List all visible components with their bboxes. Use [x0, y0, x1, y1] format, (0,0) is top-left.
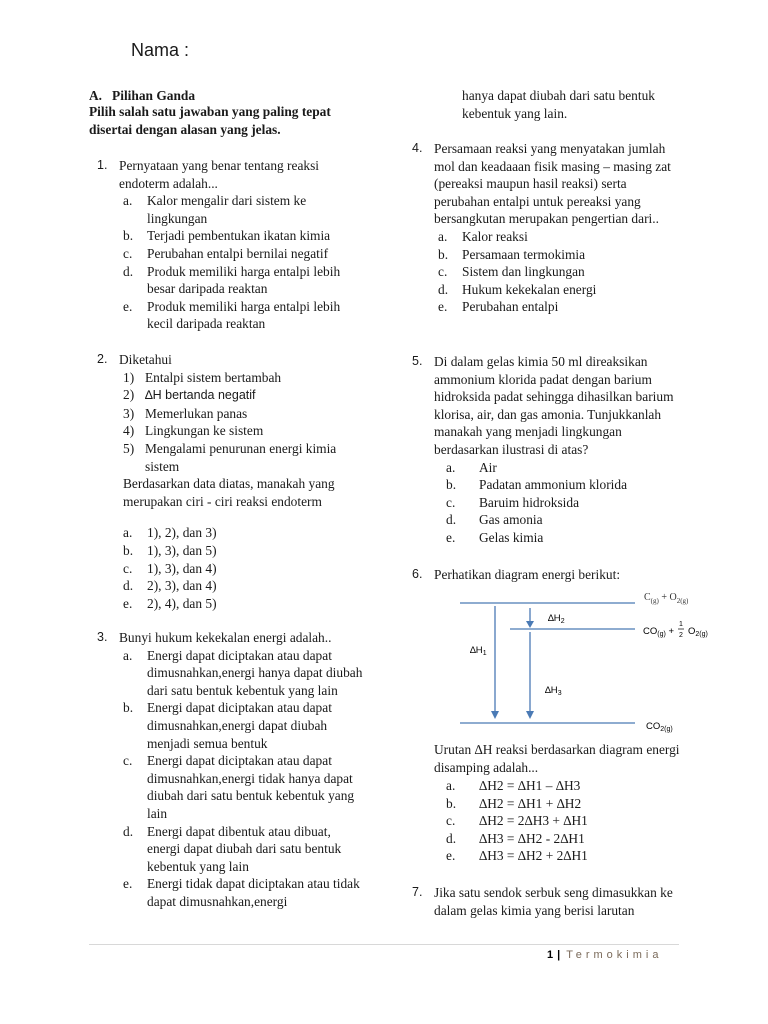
question-6-prompt: Urutan ∆H reaksi berdasarkan diagram energi disamping adalah... — [434, 742, 680, 775]
question-3-continuation: hanya dapat diubah dari satu bentuk kebentuk yang lain. — [462, 88, 655, 121]
section-title: A. Pilihan Ganda — [89, 88, 196, 103]
svg-text:O2(g): $O_2(g)$ — [688, 626, 708, 638]
statement-item: 4) Lingkungan ke sistem — [123, 423, 264, 439]
level-mid-label: $CO_{(g)}$ + — [643, 626, 674, 638]
option-b[interactable]: b. Padatan ammonium klorida — [446, 477, 628, 493]
question-stem: Diketahui — [119, 352, 172, 367]
footer-separator: | — [557, 949, 561, 961]
option-d[interactable]: d. Produk memiliki harga entalpi lebih besar daripada reaktan — [123, 263, 341, 297]
statement-item: 1) Entalpi sistem bertambah — [123, 369, 282, 385]
option-c[interactable]: c. ∆H2 = 2∆H3 + ∆H1 — [446, 813, 588, 829]
level-bottom-label: $CO_2(g)$ — [646, 721, 673, 733]
question-5 — [412, 353, 682, 547]
option-e[interactable]: e. 2), 4), dan 5) — [123, 595, 217, 611]
question-stem: Di dalam gelas kimia 50 ml direaksikan ammonium klorida padat dengan barium hidroksida padat sehingga dihasilkan barium klorisa, air, dan gas amonia. Tunjukkanlah manakah yang menjadi lingkungan berdasarkan ilustrasi di atas? — [434, 354, 674, 457]
option-e[interactable]: e. Perubahan entalpi — [438, 299, 559, 315]
statement-item: 5) Mengalami penurunan energi kimia sistem — [123, 440, 337, 474]
page-number: 1 — [547, 949, 554, 961]
dh3-label: $\Delta H_3$ — [545, 685, 562, 697]
option-d[interactable]: d. 2), 3), dan 4) — [123, 578, 217, 594]
option-a[interactable]: a. 1), 2), dan 3) — [123, 525, 217, 541]
dh1-arrowhead — [491, 711, 499, 719]
option-a[interactable]: a. Air — [446, 459, 497, 475]
question-4 — [412, 140, 682, 316]
footer-divider — [89, 944, 679, 945]
question-number: 5. — [412, 354, 423, 368]
option-d[interactable]: d. Gas amonia — [446, 512, 543, 528]
option-b[interactable]: b. Energi dapat diciptakan atau dapat dimusnahkan,energi dapat diubah menjadi semua bentuk — [123, 700, 332, 751]
name-label: Nama : — [131, 40, 190, 60]
half-numerator: 1 — [679, 621, 683, 628]
option-a[interactable]: a. ∆H2 = ∆H1 – ∆H3 — [446, 778, 581, 793]
dh2-label: $\Delta H_2$ — [548, 613, 565, 625]
dh1-label: $\Delta H_1$ — [470, 645, 487, 657]
question-number: 1. — [97, 158, 108, 172]
option-c[interactable]: c. Perubahan entalpi bernilai negatif — [123, 245, 329, 261]
half-denominator: 2 — [679, 632, 683, 639]
option-c[interactable]: c. Energi dapat diciptakan atau dapat dimusnahkan,energi tidak hanya dapat diubah dari satu bentuk kebentuk yang lain — [123, 753, 355, 821]
option-b[interactable]: b. 1), 3), dan 5) — [123, 542, 217, 558]
instruction-text: Pilih salah satu jawaban yang paling tepat disertai dengan alasan yang jelas. — [89, 104, 331, 137]
question-1 — [97, 157, 365, 333]
question-3 — [97, 629, 365, 911]
page-footer — [547, 949, 662, 961]
question-6 — [412, 566, 682, 584]
option-a[interactable]: a. Energi dapat diciptakan atau dapat dimusnahkan,energi hanya dapat diubah dari satu bentuk kebentuk yang lain — [123, 647, 363, 698]
option-b[interactable]: b. ∆H2 = ∆H1 + ∆H2 — [446, 795, 582, 811]
question-number: 2. — [97, 352, 108, 366]
question-stem: Bunyi hukum kekekalan energi adalah.. — [119, 630, 332, 645]
option-a[interactable]: a. Kalor mengalir dari sistem ke lingkungan — [123, 193, 307, 226]
question-7 — [412, 884, 682, 919]
option-e[interactable]: e. ∆H3 = ∆H2 + 2∆H1 — [446, 848, 588, 864]
statement-item: 2) ∆H bertanda negatif — [123, 387, 256, 403]
energy-diagram — [455, 585, 715, 735]
question-number: 4. — [412, 141, 423, 155]
level-top-label: $C_{(g)} + O_{2(g)}$ — [644, 592, 689, 605]
question-stem: Perhatikan diagram energi berikut: — [434, 567, 621, 582]
question-number: 7. — [412, 885, 423, 899]
question-number: 6. — [412, 567, 423, 581]
option-d[interactable]: d. Hukum kekekalan energi — [438, 281, 597, 297]
question-stem: Persamaan reaksi yang menyatakan jumlah mol dan keadaaan fisik masing – masing zat (pereaksi maupun hasil reaksi) serta perubahan entalpi untuk pereaksi yang bersangkutan merupakan pengertian dari.. — [434, 141, 671, 227]
option-c[interactable]: c. Sistem dan lingkungan — [438, 264, 585, 280]
option-a[interactable]: a. Kalor reaksi — [438, 228, 528, 244]
question-prompt: Berdasarkan data diatas, manakah yang merupakan ciri - ciri reaksi endoterm — [123, 476, 335, 509]
option-c[interactable]: c. Baruim hidroksida — [446, 494, 580, 510]
question-2 — [97, 351, 365, 612]
question-6-options — [434, 777, 682, 865]
footer-title: Termokimia — [566, 949, 663, 961]
dh3-arrowhead — [526, 711, 534, 719]
option-e[interactable]: e. Energi tidak dapat diciptakan atau tidak dapat dimusnahkan,energi — [123, 876, 360, 909]
question-number: 3. — [97, 630, 108, 644]
question-stem: Jika satu sendok serbuk seng dimasukkan ke dalam gelas kimia yang berisi larutan — [434, 885, 673, 918]
option-b[interactable]: b. Persamaan termokimia — [438, 246, 586, 262]
question-stem: Pernyataan yang benar tentang reaksi endoterm adalah... — [119, 158, 320, 191]
option-d[interactable]: d. ∆H3 = ∆H2 - 2∆H1 — [446, 830, 585, 846]
dh2-arrowhead — [526, 621, 534, 628]
statement-item: 3) Memerlukan panas — [123, 405, 248, 421]
option-e[interactable]: e. Gelas kimia — [446, 529, 544, 545]
option-b[interactable]: b. Terjadi pembentukan ikatan kimia — [123, 228, 331, 244]
option-c[interactable]: c. 1), 3), dan 4) — [123, 560, 217, 576]
option-d[interactable]: d. Energi dapat dibentuk atau dibuat, energi dapat diubah dari satu bentuk kebentuk yang lain — [123, 823, 342, 874]
option-e[interactable]: e. Produk memiliki harga entalpi lebih kecil daripada reaktan — [123, 298, 341, 332]
